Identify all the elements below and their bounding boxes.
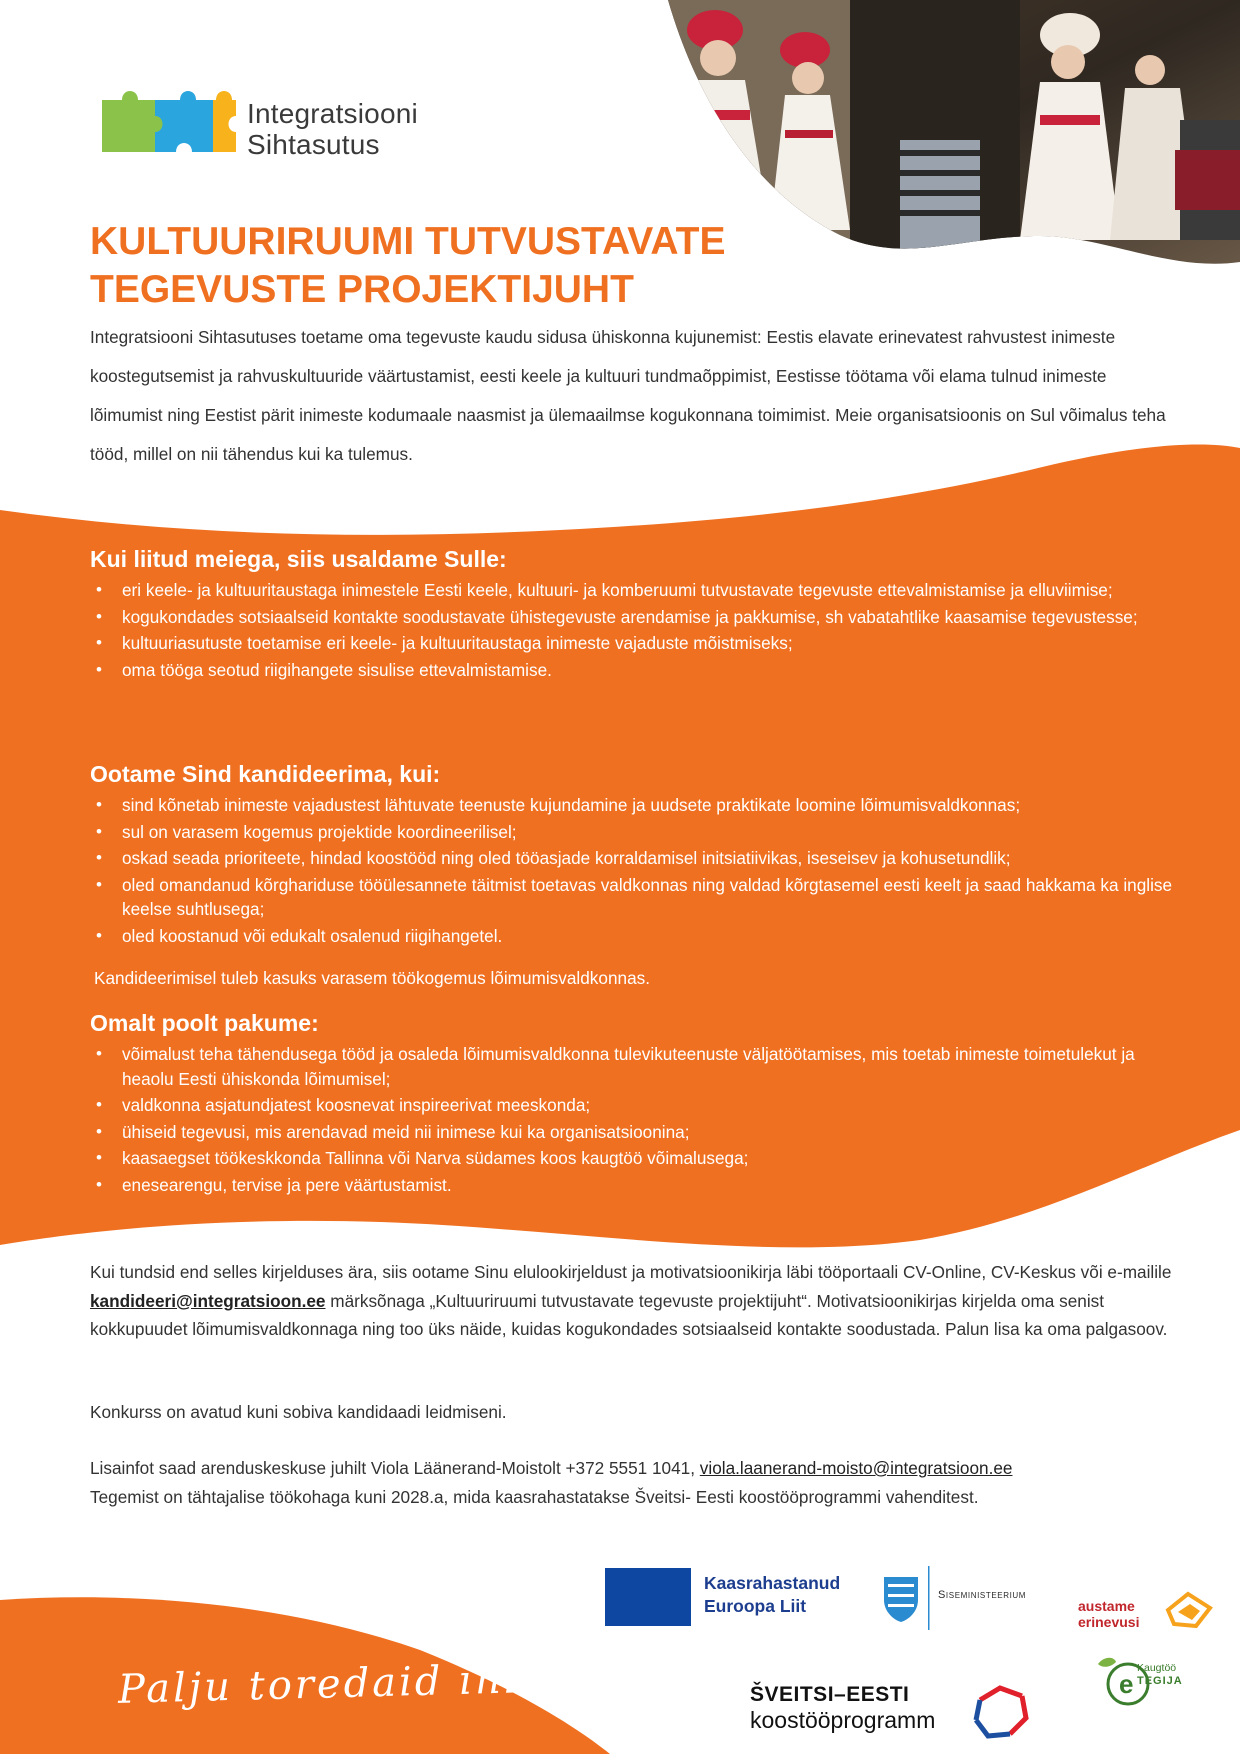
estonian-coat-of-arms xyxy=(884,1566,930,1630)
list-item: • kogukondades sotsiaalseid kontakte soodustavate ühistegevuste arendamise ja pakkumise, sh vabatahtlike kaasamise tegevustesse; xyxy=(122,605,1190,630)
list-item: • kaasaegset töökeskkonda Tallinna või Narva südames koos kaugtöö võimalusega; xyxy=(122,1146,1190,1171)
kaug-line-1: Kaugtöö xyxy=(1137,1662,1177,1674)
duties-section xyxy=(90,544,1190,684)
duties-list xyxy=(90,578,1190,682)
funding-text: Tegemist on tähtajalise töökohaga kuni 2028.a, mida kaasrahastatakse Šveitsi- Eesti koostööprogrammi vahenditest. xyxy=(90,1486,979,1507)
list-item: • oled koostanud või edukalt osalenud riigihangetel. xyxy=(122,924,1190,949)
ministry-label: Siseministeerium xyxy=(938,1589,1027,1601)
eu-cofunded-label xyxy=(704,1572,840,1618)
apply-text-after: märksõnaga „Kultuuriruumi tutvustavate tegevuste projektijuht“. Motivatsioonikirjas kirjelda oma senist kokkupuudet lõimumisvaldkonnaga ning too üks näide, kuidas kogukondades sotsiaalseid kontakte soodustada. Palun lisa ka oma palgasoov. xyxy=(90,1290,1168,1339)
requirements-list xyxy=(90,793,1190,948)
sveitsi-eesti-label xyxy=(750,1683,935,1733)
handwritten-slogan: Palju toredaid inimesi! xyxy=(117,1653,647,1713)
list-item: • oskad seada prioriteete, hindad koostööd ning oled tööasjade korraldamisel initsiatiivikas, iseseisev ja kohusetundlik; xyxy=(122,846,1190,871)
contact-text: Lisainfot saad arenduskeskuse juhilt Viola Läänerand-Moistolt +372 5551 1041, xyxy=(90,1458,700,1478)
logo-line-1: Integratsiooni xyxy=(247,98,418,129)
list-item: • võimalust teha tähendusega tööd ja osaleda lõimumisvaldkonna tulevikuteenuste väljatöötamises, mis toetab inimeste toimetulekut ja heaolu Eesti ühiskonda lõimumisel; xyxy=(122,1042,1190,1091)
offer-heading: Omalt poolt pakume: xyxy=(90,1010,319,1036)
contact-email-link[interactable]: viola.laanerand-moisto@integratsioon.ee xyxy=(699,1458,1013,1478)
requirements-heading: Ootame Sind kandideerima, kui: xyxy=(90,761,441,787)
logo-line-2: Sihtasutus xyxy=(247,129,380,160)
svg-text:e: e xyxy=(1119,1669,1134,1699)
duties-heading: Kui liitud meiega, siis usaldame Sulle: xyxy=(90,546,507,572)
sveitsi-line-1: ŠVEITSI–EESTI xyxy=(750,1683,910,1706)
list-item: • enesearengu, tervise ja pere väärtustamist. xyxy=(122,1173,1190,1198)
offer-section xyxy=(90,1008,1190,1199)
list-item: • ühiseid tegevusi, mis arendavad meid nii inimese kui ka organisatsioonina; xyxy=(122,1120,1190,1145)
austame-line-1: austame xyxy=(1078,1598,1135,1614)
list-item: • sul on varasem kogemus projektide koordineerilisel; xyxy=(122,820,1190,845)
austame-erinevusi-mark xyxy=(1168,1594,1210,1626)
apply-text-before: Kui tundsid end selles kirjelduses ära, siis ootame Sinu elulookirjeldust ja motivatsioonikirja läbi tööportaali CV-Online, CV-Keskus või e-mailile xyxy=(90,1262,1172,1282)
intro-paragraph: Integratsiooni Sihtasutuses toetame oma tegevuste kaudu sidusa ühiskonna kujunemist: Eestis elavate erinevatest rahvustest inimeste koostegutsemist ja rahvuskultuuride väärtustamist, eesti keele ja kultuuri tundmaõppimist, Eestisse töötama või elama tulnud inimeste lõimumist ning Eestist pärit inimeste kodumaale naasmist ja ülemaailmse kogukonnana toimimist. Meie organisatsioonis on Sul võimalus teha tööd, millel on nii tähendus kui ka tulemus. xyxy=(90,327,1166,464)
list-item: • oled omandanud kõrghariduse tööülesannete täitmist toetavas valdkonnas ning valdad kõrgtasemel eesti keelt ja saad hakkama ka inglise keelse suhtlusega; xyxy=(122,873,1190,922)
list-item: • kultuuriasutuste toetamise eri keele- ja kultuuritaustaga inimeste vajaduste mõistmiseks; xyxy=(122,631,1190,656)
sveitsi-line-2: koostööprogramm xyxy=(750,1707,936,1733)
organization-logo-text xyxy=(247,98,418,160)
application-email-link[interactable]: kandideeri@integratsioon.ee xyxy=(90,1290,326,1311)
job-title-line-1: KULTUURIRUUMI TUTVUSTAVATE xyxy=(90,220,726,263)
austame-line-2: erinevusi xyxy=(1078,1614,1140,1630)
eu-flag xyxy=(605,1568,691,1626)
list-item: • eri keele- ja kultuuritaustaga inimestele Eesti keele, kultuuri- ja komberuumi tutvustavate tegevuste ettevalmistamise ja elluviimise; xyxy=(122,578,1190,603)
job-title-line-2: TEGEVUSTE PROJEKTIJUHT xyxy=(90,268,634,311)
list-item: • valdkonna asjatundjatest koosnevat inspireerivat meeskonda; xyxy=(122,1093,1190,1118)
contact-paragraph xyxy=(90,1454,1180,1511)
apply-paragraph xyxy=(90,1258,1180,1344)
requirements-note: Kandideerimisel tuleb kasuks varasem töökogemus lõimumisvaldkonnas. xyxy=(94,968,650,988)
requirements-section xyxy=(90,759,1190,950)
austame-erinevusi-label xyxy=(1078,1598,1139,1630)
list-item: • sind kõnetab inimeste vajadustest lähtuvate teenuste kujundamine ja uudsete praktikate loomine lõimumisvaldkonnas; xyxy=(122,793,1190,818)
offer-list xyxy=(90,1042,1190,1197)
eu-line-1: Kaasrahastanud xyxy=(704,1573,841,1593)
kaugtoo-tegija-label xyxy=(1137,1662,1183,1688)
sveitsi-eesti-mark xyxy=(976,1688,1026,1736)
job-title xyxy=(90,218,810,314)
eu-line-2: Euroopa Liit xyxy=(704,1596,807,1616)
kaug-line-2: TEGIJA xyxy=(1137,1675,1183,1687)
integratsiooni-logo-puzzle xyxy=(102,91,236,152)
deadline-text: Konkurss on avatud kuni sobiva kandidaadi leidmiseni. xyxy=(90,1402,507,1422)
list-item: • oma tööga seotud riigihangete sisulise ettevalmistamise. xyxy=(122,658,1190,683)
